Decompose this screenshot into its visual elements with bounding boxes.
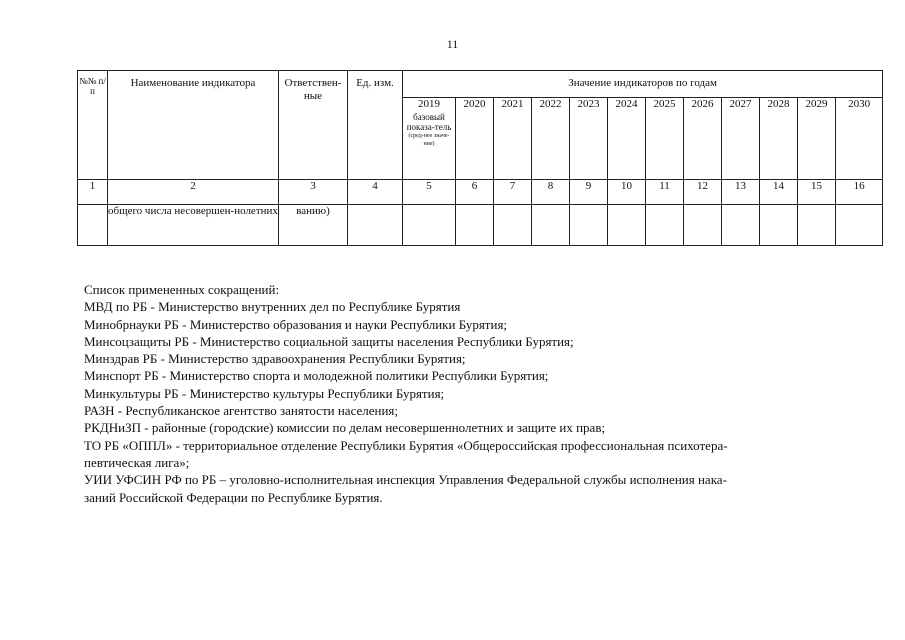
base-year-label: 2019 <box>418 98 440 111</box>
cell-value <box>532 204 570 245</box>
header-values-by-year: Значение индикаторов по годам <box>403 71 883 98</box>
header-base-year <box>403 98 456 179</box>
column-number: 3 <box>279 179 348 204</box>
header-num: №№ п/п <box>78 71 108 180</box>
abbreviation-line: Минспорт РБ - Министерство спорта и молодежной политики Республики Бурятия; <box>84 368 549 384</box>
column-number-row <box>78 179 883 204</box>
cell-value <box>684 204 722 245</box>
abbreviations-title: Список примененных сокращений: <box>84 282 280 297</box>
table-row <box>78 204 883 245</box>
cell-unit <box>348 204 403 245</box>
cell-value <box>608 204 646 245</box>
base-indicator-label: базовый показа-тель <box>406 112 452 133</box>
column-number: 4 <box>348 179 403 204</box>
header-unit: Ед. изм. <box>348 71 403 180</box>
header-responsible: Ответствен-ные <box>279 71 348 180</box>
column-number: 5 <box>403 179 456 204</box>
header-year: 2026 <box>684 98 722 179</box>
cell-value <box>836 204 883 245</box>
column-number: 10 <box>608 179 646 204</box>
table-header-row <box>78 71 883 98</box>
column-number: 9 <box>570 179 608 204</box>
abbreviation-line: МВД по РБ - Министерство внутренних дел по Республике Бурятия <box>84 299 461 315</box>
header-year: 2027 <box>722 98 760 179</box>
header-year: 2029 <box>798 98 836 179</box>
cell-responsible: ванию) <box>279 204 348 245</box>
header-year: 2021 <box>494 98 532 179</box>
abbreviation-line: Минкультуры РБ - Министерство культуры Республики Бурятия; <box>84 385 445 401</box>
cell-value <box>646 204 684 245</box>
abbreviation-line: РАЗН - Республиканское агентство занятости населения; <box>84 403 399 419</box>
column-number: 11 <box>646 179 684 204</box>
column-number: 2 <box>108 179 279 204</box>
column-number: 13 <box>722 179 760 204</box>
cell-value <box>456 204 494 245</box>
column-number: 7 <box>494 179 532 204</box>
page-number: 11 <box>446 37 459 51</box>
abbreviation-line: УИИ УФСИН РФ по РБ – уголовно-исполнительная инспекция Управления Федеральной службы исполнения нака- <box>84 472 727 488</box>
header-year: 2030 <box>836 98 883 179</box>
header-year: 2023 <box>570 98 608 179</box>
base-indicator-note: (сред-нее значе-ние) <box>408 133 450 148</box>
abbreviation-line: РКДНиЗП - районные (городские) комиссии по делам несовершеннолетних и защите их прав; <box>84 420 606 436</box>
column-number: 16 <box>836 179 883 204</box>
cell-value <box>722 204 760 245</box>
abbreviation-line: Минсоцзащиты РБ - Министерство социальной защиты населения Республики Бурятия; <box>84 333 574 349</box>
cell-value <box>494 204 532 245</box>
abbreviation-line: Минобрнауки РБ - Министерство образования и науки Республики Бурятия; <box>84 316 508 332</box>
cell-value <box>570 204 608 245</box>
column-number: 6 <box>456 179 494 204</box>
header-year: 2025 <box>646 98 684 179</box>
header-year: 2020 <box>456 98 494 179</box>
indicator-table <box>77 70 883 246</box>
header-year: 2028 <box>760 98 798 179</box>
abbreviation-line: певтическая лига»; <box>84 454 190 470</box>
cell-value <box>798 204 836 245</box>
abbreviations-list <box>84 281 864 506</box>
cell-num <box>78 204 108 245</box>
abbreviation-line: заний Российской Федерации по Республике Бурятия. <box>84 489 383 505</box>
cell-value <box>403 204 456 245</box>
column-number: 1 <box>78 179 108 204</box>
column-number: 12 <box>684 179 722 204</box>
header-year: 2022 <box>532 98 570 179</box>
cell-indicator-name: общего числа несовершен-нолетних <box>108 204 279 245</box>
header-indicator-name: Наименование индикатора <box>108 71 279 180</box>
abbreviation-line: ТО РБ «ОППЛ» - территориальное отделение Республики Бурятия «Общероссийская профессиональная психотера- <box>84 437 728 453</box>
column-number: 14 <box>760 179 798 204</box>
column-number: 15 <box>798 179 836 204</box>
column-number: 8 <box>532 179 570 204</box>
cell-value <box>760 204 798 245</box>
header-year: 2024 <box>608 98 646 179</box>
abbreviation-line: Минздрав РБ - Министерство здравоохранения Республики Бурятия; <box>84 351 466 367</box>
